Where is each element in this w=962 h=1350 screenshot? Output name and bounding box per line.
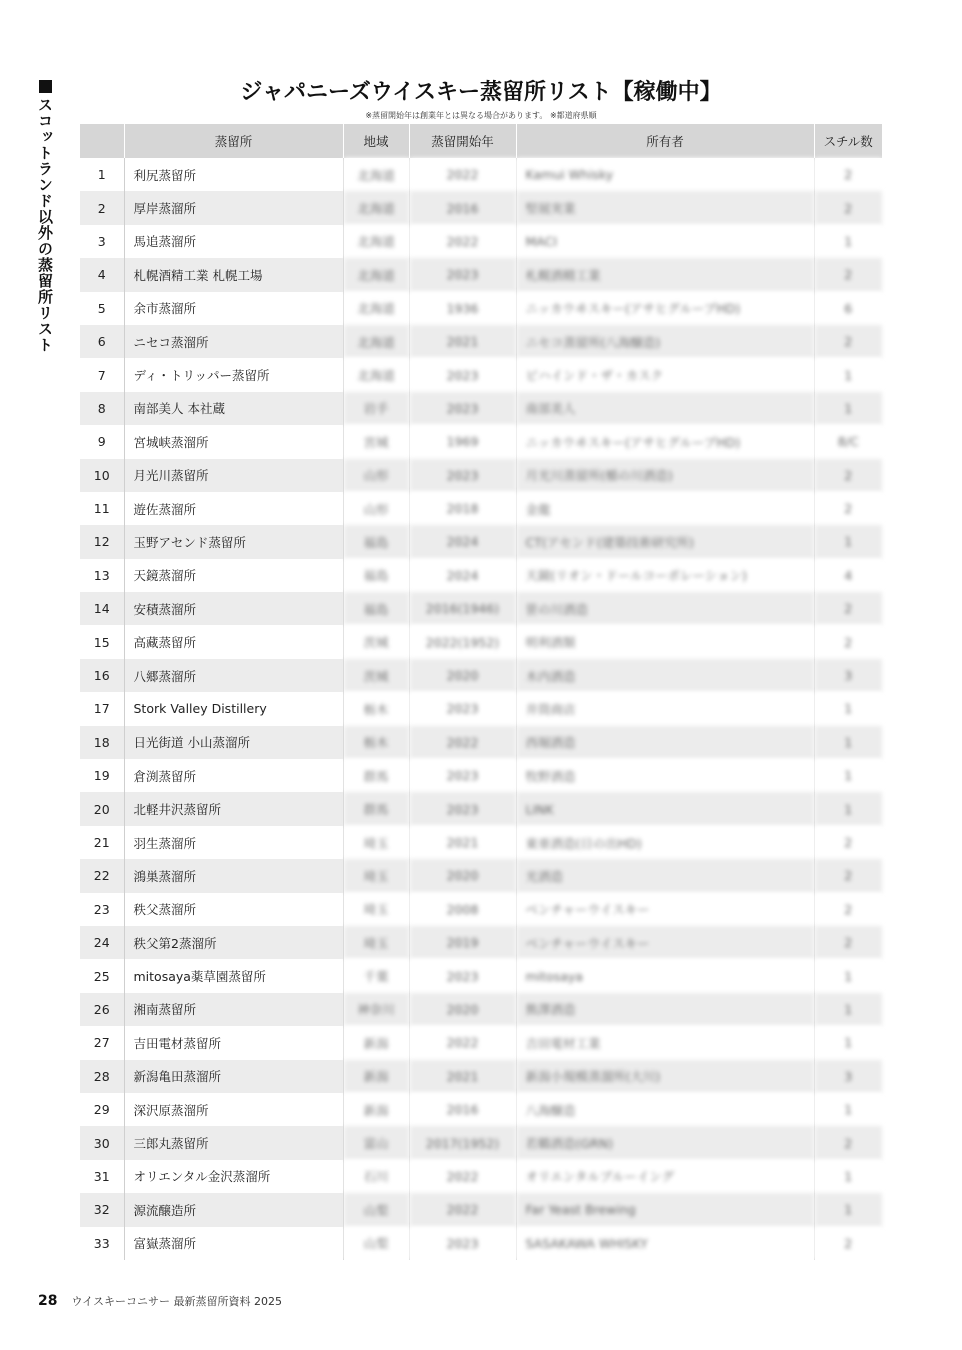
row-number: 21	[80, 826, 124, 859]
row-number: 33	[80, 1227, 124, 1260]
region-cell: 千葉	[343, 959, 409, 992]
region-cell: 埼玉	[343, 826, 409, 859]
page-title: ジャパニーズウイスキー蒸留所リスト【稼働中】	[240, 80, 722, 105]
table-row	[80, 459, 882, 492]
distillery-name: 宮城峡蒸溜所	[124, 425, 343, 458]
stills-cell: 2	[814, 592, 882, 625]
start-year-cell: 2022	[409, 1160, 516, 1193]
region-cell: 北海道	[343, 358, 409, 391]
region-cell: 新潟	[343, 1093, 409, 1126]
stills-cell: 1	[814, 692, 882, 725]
row-number: 2	[80, 191, 124, 224]
header-number	[80, 124, 124, 158]
row-number: 5	[80, 292, 124, 325]
owner-cell: ニッカウヰスキー(アサヒグループHD)	[516, 292, 814, 325]
region-cell: 石川	[343, 1160, 409, 1193]
owner-cell: 牧野酒造	[516, 759, 814, 792]
start-year-cell: 2016(1946)	[409, 592, 516, 625]
table-row	[80, 792, 882, 825]
stills-cell: 2	[814, 859, 882, 892]
owner-cell: mitosaya	[516, 959, 814, 992]
start-year-cell: 2021	[409, 1060, 516, 1093]
row-number: 20	[80, 792, 124, 825]
stills-cell: 4	[814, 559, 882, 592]
region-cell: 埼玉	[343, 859, 409, 892]
stills-cell: 8/C	[814, 425, 882, 458]
page-number: 28	[38, 1293, 58, 1309]
table-row	[80, 826, 882, 859]
owner-cell: 明利酒類	[516, 625, 814, 658]
region-cell: 北海道	[343, 158, 409, 191]
stills-cell: 2	[814, 492, 882, 525]
stills-cell: 2	[814, 258, 882, 291]
table-row	[80, 993, 882, 1026]
start-year-cell: 2022	[409, 1026, 516, 1059]
header-distillery: 蒸留所	[124, 124, 343, 158]
distillery-name: Stork Valley Distillery	[124, 692, 343, 725]
region-cell: 山梨	[343, 1227, 409, 1260]
distillery-name: 高藏蒸留所	[124, 625, 343, 658]
distillery-name: 倉渕蒸留所	[124, 759, 343, 792]
owner-cell: 笹の川酒造	[516, 592, 814, 625]
stills-cell: 1	[814, 525, 882, 558]
start-year-cell: 2022	[409, 158, 516, 191]
start-year-cell: 2022	[409, 225, 516, 258]
square-bullet-icon	[39, 80, 52, 93]
row-number: 9	[80, 425, 124, 458]
stills-cell: 6	[814, 292, 882, 325]
row-number: 19	[80, 759, 124, 792]
table-row	[80, 859, 882, 892]
owner-cell: LINK	[516, 792, 814, 825]
table-row	[80, 659, 882, 692]
stills-cell: 1	[814, 1193, 882, 1226]
table-row	[80, 959, 882, 992]
owner-cell: CT(アセンド(建築技術研究所)	[516, 525, 814, 558]
region-cell: 北海道	[343, 191, 409, 224]
region-cell: 山形	[343, 459, 409, 492]
start-year-cell: 2016	[409, 191, 516, 224]
region-cell: 埼玉	[343, 926, 409, 959]
start-year-cell: 2020	[409, 659, 516, 692]
distillery-name: 南部美人 本社蔵	[124, 392, 343, 425]
start-year-cell: 2017(1952)	[409, 1126, 516, 1159]
start-year-cell: 1969	[409, 425, 516, 458]
region-cell: 福島	[343, 559, 409, 592]
distillery-name: 玉野アセンド蒸留所	[124, 525, 343, 558]
side-label-text: スコットランド以外の蒸留所リスト	[36, 97, 54, 353]
owner-cell: ベンチャーウイスキー	[516, 926, 814, 959]
distillery-name: mitosaya薬草園蒸留所	[124, 959, 343, 992]
start-year-cell: 2023	[409, 358, 516, 391]
distillery-name: 安積蒸溜所	[124, 592, 343, 625]
start-year-cell: 2023	[409, 692, 516, 725]
distillery-name: 月光川蒸留所	[124, 459, 343, 492]
region-cell: 福島	[343, 525, 409, 558]
row-number: 29	[80, 1093, 124, 1126]
stills-cell: 2	[814, 1126, 882, 1159]
start-year-cell: 2023	[409, 1227, 516, 1260]
region-cell: 神奈川	[343, 993, 409, 1026]
table-row	[80, 592, 882, 625]
row-number: 7	[80, 358, 124, 391]
distillery-name: 源流醸造所	[124, 1193, 343, 1226]
stills-cell: 2	[814, 625, 882, 658]
row-number: 18	[80, 726, 124, 759]
distillery-name: 鴻巣蒸溜所	[124, 859, 343, 892]
stills-cell: 2	[814, 926, 882, 959]
owner-cell: オリエンタルブルーイング	[516, 1160, 814, 1193]
stills-cell: 1	[814, 358, 882, 391]
row-number: 13	[80, 559, 124, 592]
distillery-name: 新潟亀田蒸溜所	[124, 1060, 343, 1093]
region-cell: 岩手	[343, 392, 409, 425]
row-number: 8	[80, 392, 124, 425]
distillery-name: 馬追蒸溜所	[124, 225, 343, 258]
region-cell: 山形	[343, 492, 409, 525]
table-row	[80, 425, 882, 458]
table-row	[80, 692, 882, 725]
region-cell: 北海道	[343, 292, 409, 325]
row-number: 24	[80, 926, 124, 959]
region-cell: 埼玉	[343, 893, 409, 926]
table-row	[80, 1126, 882, 1159]
owner-cell: 吉田電材工業	[516, 1026, 814, 1059]
owner-cell: 西堀酒造	[516, 726, 814, 759]
row-number: 14	[80, 592, 124, 625]
owner-cell: 熊澤酒造	[516, 993, 814, 1026]
region-cell: 群馬	[343, 792, 409, 825]
owner-cell: SASAKAWA WHISKY	[516, 1227, 814, 1260]
row-number: 16	[80, 659, 124, 692]
owner-cell: Kamui Whisky	[516, 158, 814, 191]
table-row	[80, 325, 882, 358]
row-number: 6	[80, 325, 124, 358]
distillery-name: 吉田電材蒸留所	[124, 1026, 343, 1059]
row-number: 26	[80, 993, 124, 1026]
stills-cell: 2	[814, 459, 882, 492]
stills-cell: 3	[814, 1060, 882, 1093]
row-number: 4	[80, 258, 124, 291]
region-cell: 栃木	[343, 692, 409, 725]
owner-cell: ニッカウヰスキー(アサヒグループHD)	[516, 425, 814, 458]
start-year-cell: 2020	[409, 993, 516, 1026]
region-cell: 福島	[343, 592, 409, 625]
distillery-name: オリエンタル金沢蒸溜所	[124, 1160, 343, 1193]
table-row	[80, 1060, 882, 1093]
distillery-name: 遊佐蒸溜所	[124, 492, 343, 525]
header-stills: スチル数	[814, 124, 882, 158]
owner-cell: 金龍	[516, 492, 814, 525]
stills-cell: 2	[814, 325, 882, 358]
start-year-cell: 2023	[409, 392, 516, 425]
stills-cell: 2	[814, 158, 882, 191]
owner-cell: 木内酒造	[516, 659, 814, 692]
publication-name: ウイスキーコニサー 最新蒸留所資料 2025	[71, 1295, 283, 1308]
stills-cell: 1	[814, 959, 882, 992]
distillery-name: 利尻蒸留所	[124, 158, 343, 191]
owner-cell: 東亜酒造(日の出HD)	[516, 826, 814, 859]
region-cell: 北海道	[343, 325, 409, 358]
table-row	[80, 1227, 882, 1260]
stills-cell: 1	[814, 225, 882, 258]
stills-cell: 1	[814, 759, 882, 792]
region-cell: 富山	[343, 1126, 409, 1159]
start-year-cell: 2018	[409, 492, 516, 525]
owner-cell: MACI	[516, 225, 814, 258]
row-number: 1	[80, 158, 124, 191]
region-cell: 群馬	[343, 759, 409, 792]
table-row	[80, 492, 882, 525]
row-number: 11	[80, 492, 124, 525]
table-row	[80, 158, 882, 191]
start-year-cell: 2023	[409, 792, 516, 825]
table-row	[80, 225, 882, 258]
table-note: ※蒸留開始年は創業年とは異なる場合があります。 ※都道府県順	[365, 111, 597, 120]
start-year-cell: 2022	[409, 726, 516, 759]
owner-cell: 新潟小規模蒸溜所(大川)	[516, 1060, 814, 1093]
start-year-cell: 2024	[409, 525, 516, 558]
table-row	[80, 926, 882, 959]
distillery-name: 羽生蒸溜所	[124, 826, 343, 859]
table-row	[80, 292, 882, 325]
stills-cell: 1	[814, 726, 882, 759]
owner-cell: 札幌酒精工業	[516, 258, 814, 291]
region-cell: 茨城	[343, 659, 409, 692]
start-year-cell: 2022	[409, 1193, 516, 1226]
distillery-name: 秩父第2蒸溜所	[124, 926, 343, 959]
header-start-year: 蒸留開始年	[409, 124, 516, 158]
start-year-cell: 2019	[409, 926, 516, 959]
distillery-name: 天鏡蒸溜所	[124, 559, 343, 592]
distillery-name: 富嶽蒸溜所	[124, 1227, 343, 1260]
region-cell: 山梨	[343, 1193, 409, 1226]
start-year-cell: 2021	[409, 325, 516, 358]
owner-cell: 光酒造	[516, 859, 814, 892]
table-row	[80, 893, 882, 926]
distillery-name: 札幌酒精工業 札幌工場	[124, 258, 343, 291]
owner-cell: 南部美人	[516, 392, 814, 425]
region-cell: 宮城	[343, 425, 409, 458]
header-owner: 所有者	[516, 124, 814, 158]
distillery-name: 厚岸蒸溜所	[124, 191, 343, 224]
table-row	[80, 1026, 882, 1059]
owner-cell: ベンチャーウイスキー	[516, 893, 814, 926]
table-row	[80, 625, 882, 658]
distillery-name: 北軽井沢蒸留所	[124, 792, 343, 825]
owner-cell: 八海醸造	[516, 1093, 814, 1126]
start-year-cell: 2008	[409, 893, 516, 926]
table-row	[80, 759, 882, 792]
row-number: 22	[80, 859, 124, 892]
start-year-cell: 2023	[409, 959, 516, 992]
owner-cell: 井筒商店	[516, 692, 814, 725]
stills-cell: 1	[814, 1026, 882, 1059]
row-number: 10	[80, 459, 124, 492]
start-year-cell: 2016	[409, 1093, 516, 1126]
table-row	[80, 525, 882, 558]
owner-cell: 天鏡(リオン・ドールコーポレーション)	[516, 559, 814, 592]
page-footer	[38, 1293, 282, 1309]
table-row	[80, 1193, 882, 1226]
start-year-cell: 1936	[409, 292, 516, 325]
table-row	[80, 392, 882, 425]
stills-cell: 1	[814, 993, 882, 1026]
stills-cell: 1	[814, 792, 882, 825]
stills-cell: 2	[814, 893, 882, 926]
distillery-table	[80, 124, 882, 1260]
start-year-cell: 2020	[409, 859, 516, 892]
distillery-name: 八郷蒸溜所	[124, 659, 343, 692]
row-number: 27	[80, 1026, 124, 1059]
table-row	[80, 1093, 882, 1126]
start-year-cell: 2022(1952)	[409, 625, 516, 658]
start-year-cell: 2024	[409, 559, 516, 592]
distillery-name: ディ・トリッパー蒸留所	[124, 358, 343, 391]
region-cell: 新潟	[343, 1060, 409, 1093]
stills-cell: 2	[814, 826, 882, 859]
owner-cell: Far Yeast Brewing	[516, 1193, 814, 1226]
start-year-cell: 2023	[409, 258, 516, 291]
table-row	[80, 1160, 882, 1193]
owner-cell: 堅展実業	[516, 191, 814, 224]
stills-cell: 2	[814, 1227, 882, 1260]
start-year-cell: 2021	[409, 826, 516, 859]
region-cell: 北海道	[343, 225, 409, 258]
start-year-cell: 2023	[409, 759, 516, 792]
table-row	[80, 559, 882, 592]
row-number: 17	[80, 692, 124, 725]
region-cell: 北海道	[343, 258, 409, 291]
owner-cell: 月光川蒸留所(楯の川酒造)	[516, 459, 814, 492]
stills-cell: 1	[814, 1093, 882, 1126]
row-number: 15	[80, 625, 124, 658]
start-year-cell: 2023	[409, 459, 516, 492]
row-number: 23	[80, 893, 124, 926]
distillery-name: 三郎丸蒸留所	[124, 1126, 343, 1159]
region-cell: 栃木	[343, 726, 409, 759]
owner-cell: ニセコ蒸留所(八海醸造)	[516, 325, 814, 358]
stills-cell: 1	[814, 1160, 882, 1193]
section-side-label	[34, 80, 56, 353]
owner-cell: ビハインド・ザ・カスク	[516, 358, 814, 391]
row-number: 12	[80, 525, 124, 558]
distillery-name: ニセコ蒸溜所	[124, 325, 343, 358]
distillery-name: 深沢原蒸溜所	[124, 1093, 343, 1126]
row-number: 25	[80, 959, 124, 992]
owner-cell: 若鶴酒造(GRN)	[516, 1126, 814, 1159]
table-row	[80, 258, 882, 291]
row-number: 30	[80, 1126, 124, 1159]
distillery-name: 余市蒸溜所	[124, 292, 343, 325]
table-row	[80, 191, 882, 224]
table-header-row	[80, 124, 882, 158]
region-cell: 茨城	[343, 625, 409, 658]
table-row	[80, 358, 882, 391]
distillery-name: 日光街道 小山蒸溜所	[124, 726, 343, 759]
table-row	[80, 726, 882, 759]
stills-cell: 1	[814, 392, 882, 425]
header-region: 地域	[343, 124, 409, 158]
distillery-name: 湘南蒸留所	[124, 993, 343, 1026]
distillery-name: 秩父蒸溜所	[124, 893, 343, 926]
row-number: 31	[80, 1160, 124, 1193]
stills-cell: 3	[814, 659, 882, 692]
stills-cell: 2	[814, 191, 882, 224]
row-number: 3	[80, 225, 124, 258]
row-number: 28	[80, 1060, 124, 1093]
row-number: 32	[80, 1193, 124, 1226]
region-cell: 新潟	[343, 1026, 409, 1059]
